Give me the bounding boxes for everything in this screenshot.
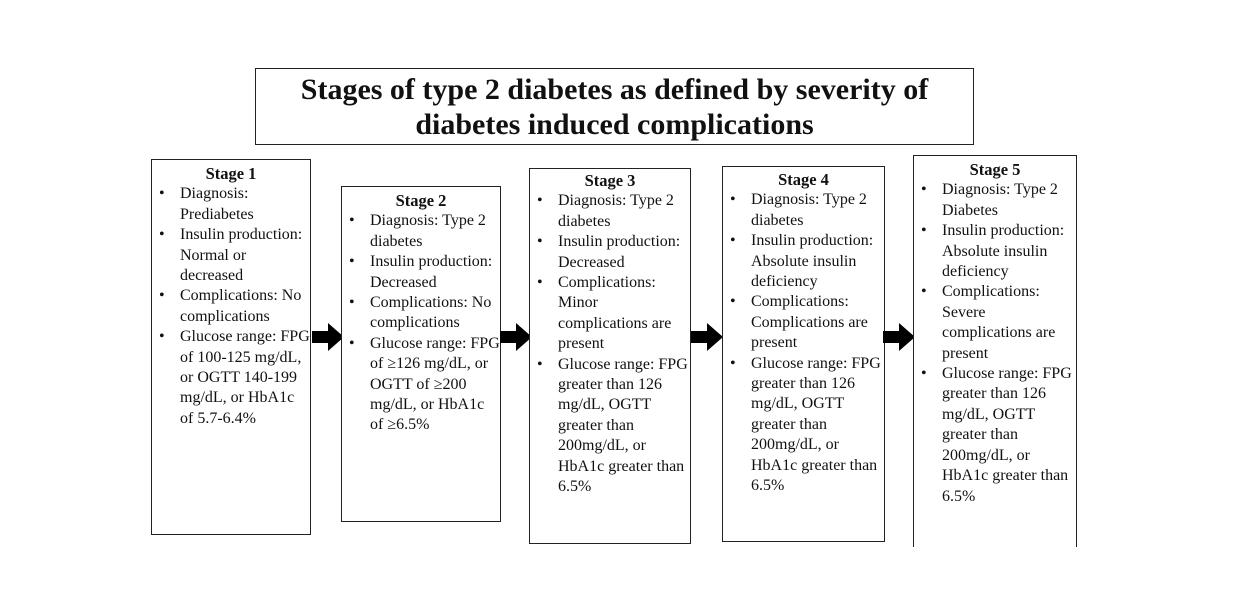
insulin-production-item: • Insulin production: Absolute insulin deficiency — [723, 231, 884, 292]
right-arrow-icon — [883, 323, 915, 351]
right-arrow-icon — [691, 323, 723, 351]
diagnosis-item: • Diagnosis: Type 2 Diabetes — [914, 180, 1076, 221]
glucose-range-item: • Glucose range: FPG greater than 126 mg/dL, OGTT greater than 200mg/dL, or HbA1c greater than 6.5% — [530, 355, 690, 498]
stage-5-box — [913, 155, 1077, 547]
insulin-production-item: • Insulin production: Absolute insulin deficiency — [914, 221, 1076, 282]
glucose-range-item: • Glucose range: FPG of ≥126 mg/dL, or OGTT of ≥200 mg/dL, or HbA1c of ≥6.5% — [342, 334, 500, 436]
stage-4-box — [722, 166, 885, 542]
complications-item: • Complications: Severe complications are present — [914, 282, 1076, 364]
right-arrow-icon — [312, 323, 344, 351]
diagnosis-item: • Diagnosis: Type 2 diabetes — [723, 190, 884, 231]
complications-item: • Complications: Minor complications are present — [530, 273, 690, 355]
stage-heading: Stage 3 — [584, 171, 636, 190]
diagram-title-box — [255, 68, 974, 145]
stage-2-box — [341, 186, 501, 522]
glucose-range-item: • Glucose range: FPG of 100-125 mg/dL, or OGTT 140-199 mg/dL, or HbA1c of 5.7-6.4% — [152, 327, 310, 429]
diagnosis-item: • Diagnosis: Type 2 diabetes — [342, 211, 500, 252]
stage-criteria-list — [342, 211, 500, 435]
stage-criteria-list — [152, 184, 310, 429]
stage-criteria-list — [723, 190, 884, 496]
stage-heading: Stage 4 — [778, 170, 829, 189]
stage-criteria-list — [530, 191, 690, 497]
diagram-title: Stages of type 2 diabetes as defined by severity of diabetes induced complications — [300, 72, 929, 141]
right-arrow-icon — [500, 323, 532, 351]
stage-heading: Stage 2 — [395, 191, 447, 210]
diagnosis-item: • Diagnosis: Prediabetes — [152, 184, 310, 225]
insulin-production-item: • Insulin production: Normal or decreased — [152, 225, 310, 286]
stage-heading: Stage 1 — [205, 164, 257, 183]
insulin-production-item: • Insulin production: Decreased — [530, 232, 690, 273]
stage-heading: Stage 5 — [969, 160, 1021, 179]
stage-1-box — [151, 159, 311, 535]
insulin-production-item: • Insulin production: Decreased — [342, 252, 500, 293]
glucose-range-item: • Glucose range: FPG greater than 126 mg/dL, OGTT greater than 200mg/dL, or HbA1c greater than 6.5% — [914, 364, 1076, 507]
glucose-range-item: • Glucose range: FPG greater than 126 mg/dL, OGTT greater than 200mg/dL, or HbA1c greater than 6.5% — [723, 354, 884, 497]
complications-item: • Complications: No complications — [152, 286, 310, 327]
complications-item: • Complications: Complications are present — [723, 292, 884, 353]
diagnosis-item: • Diagnosis: Type 2 diabetes — [530, 191, 690, 232]
stage-criteria-list — [914, 180, 1076, 507]
complications-item: • Complications: No complications — [342, 293, 500, 334]
stage-3-box — [529, 168, 691, 544]
